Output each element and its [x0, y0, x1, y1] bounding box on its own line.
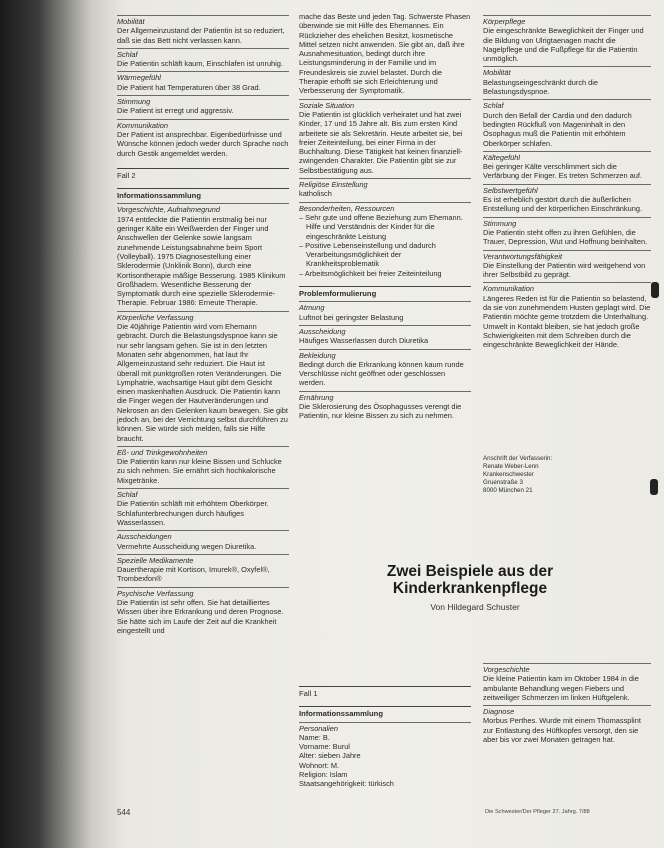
personal-detail: Staatsangehörigkeit: türkisch	[299, 779, 394, 789]
paragraph: Belastungseingeschränkt durch die Belastungsdyspnoe.	[483, 77, 599, 97]
paragraph: Der Allgemeinzustand der Patientin ist so reduziert, daß sie das Bett nicht verlassen kann.	[117, 26, 285, 45]
paragraph: Die Patientin schläft kaum, Einschlafen ist unruhig.	[117, 59, 283, 69]
article-headline: Zwei Beispiele aus der Kinderkrankenpflege	[386, 563, 554, 597]
subheading: Körperliche Verfassung	[117, 311, 289, 322]
paragraph: Bei geringer Kälte verschlimmert sich die Verfärbung der Finger. Es treten Schmerzen auf.	[483, 162, 642, 181]
subheading: Kommunikation	[117, 119, 289, 130]
address-line: Renate Weber-Lenn	[483, 463, 539, 470]
personal-detail: Religion: Islam	[299, 770, 348, 780]
paragraph: Die kleine Patientin kam im Oktober 1984 in die ambulante Behandlung wegen Fiebers und zeitweiliger Schmerzen im linken Hüftgelenk.	[483, 674, 639, 702]
subheading: Mobilität	[483, 66, 651, 77]
subheading: Psychische Verfassung	[117, 587, 289, 598]
paragraph: Die Patient ist erregt und aggressiv.	[117, 106, 234, 116]
binder-clip	[651, 282, 659, 298]
list-item: – Arbeitsmöglichkeit bei freier Zeiteinteilung	[299, 268, 442, 278]
list-item: – Positive Lebenseinstellung und dadurch Verarbeitungsmöglichkeit der Krankheitsproblematik	[299, 240, 436, 269]
right-column-bottom	[483, 660, 651, 747]
subheading: Mobilität	[117, 15, 289, 26]
subheading: Körperpflege	[483, 15, 651, 26]
subheading: Kommunikation	[483, 282, 651, 293]
personal-detail: Alter: sieben Jahre	[299, 751, 361, 761]
paragraph: Die Patientin kann nur kleine Bissen und Schlucke zu sich nehmen. Sie ernährt sich hochkalorische Mixgetränke.	[117, 457, 282, 485]
subheading: Verantwortungsfähigkeit	[483, 250, 651, 261]
paragraph: Die Patientin ist glücklich verheiratet und hat zwei Kinder, 17 und 15 Jahre alt. Bis zum ersten Kind arbeitete sie als Sekretärin. Heute arbeitet sie, bei freier Zeiteinteilung, bei einer Firma in der Buchhaltung. Diese Tätigkeit hat keinen finanziell-zwingenden Charakter. Die Patientin gibt sie zur Selbstbestätigung aus.	[299, 109, 463, 175]
case-label: Fall 2	[117, 168, 289, 180]
section-heading: Problemformulierung	[299, 286, 471, 298]
subheading: Schlaf	[117, 488, 289, 499]
paragraph: Vermehrte Ausscheidung wegen Diuretika.	[117, 541, 257, 551]
paragraph: Der Patient ist ansprechbar. Eigenbedürfnisse und Wünsche können jedoch weder durch Sprache noch durch Gestik angemeldet werden.	[117, 129, 289, 158]
paragraph: mache das Beste und jeden Tag. Schwerste Phasen überwinde sie mit Hilfe des Ehemannes. Ein Rückzieher des ehelichen Besitzt, kosmetische Mittel setzen nicht anwenden. Sie gibt an, daß ihre Ausnahmesituation, bedingt durch ihre Leistungsminderung in der Familie und im Freundeskreis sie zuviel belastet. Durch die Therapie erhofft sie sich Erleichterung und Verbesserung der Symptomatik.	[299, 12, 471, 96]
address-line: Gruenstraße 3	[483, 479, 523, 486]
subheading: Vorgeschichte	[483, 663, 651, 674]
address-line: 8000 München 21	[483, 487, 533, 494]
subheading: Kältegefühl	[483, 151, 651, 162]
paragraph: katholisch	[299, 189, 332, 199]
journal-footer: Die Schwester/Der Pfleger 27. Jahrg. 7/88	[485, 809, 590, 815]
paragraph: Die Patientin steht offen zu ihren Gefühlen, die Trauer, Depression, Wut und Hoffnung beinhalten.	[483, 227, 648, 247]
author-address	[483, 455, 603, 495]
case-label: Fall 1	[299, 686, 471, 698]
right-column	[483, 12, 651, 353]
paragraph: Längeres Reden ist für die Patientin so belastend, da sie von zunehmendem Husten geplagt wird. Die Patientin möchte gerne trotzdem die Unterhaltung. Umwelt in Kontakt bleiben, sie hat jedoch große Schwierigkeiten mit dem Schreiben durch die eingeschränkte Beweglichkeit der Hände.	[483, 293, 651, 350]
subheading: Spezielle Medikamente	[117, 554, 289, 565]
paragraph: Durch den Befall der Cardia und den dadurch bedingten Rückfluß von Mageninhalt in den Ösophagus muß die Patientin mit erhöhtem Oberkörper schlafen.	[483, 110, 632, 148]
subheading: Diagnose	[483, 705, 651, 716]
subheading: Wärmegefühl	[117, 71, 289, 82]
paragraph: Die Patientin ist sehr offen. Sie hat detailliertes Wissen über ihre Erkrankung und deren Prognose. Sie hätte sich im Laufe der Zeit auf die Krankheit eingestellt und	[117, 598, 284, 635]
binder-clip	[650, 479, 658, 495]
paragraph: 1974 entdeckte die Patientin erstmalig bei nur geringer Kälte ein Weißwerden der Finger und Anschwellen der Gelenke sowie langsam zunehmende Leistungsabnahme beim Sport (Volleyball). 1975 Diagnosestellung einer Sklerodermie (Unklinik Bonn), durch eine Kortisontherapie mäßige Besserung. 1985 Klinikum Großhadern. Wesentliche Besserung der Symptomatik durch eine spezielle Sklerodermie-Therapie. Februar 1986: Erneute Therapie.	[117, 214, 286, 308]
subheading: Vorgeschichte, Aufnahmegrund	[117, 203, 289, 214]
section-heading: Informationssammlung	[117, 188, 289, 200]
article-author: Von Hildegard Schuster	[430, 602, 520, 612]
subheading: Schlaf	[117, 48, 289, 59]
subheading: Schlaf	[483, 99, 651, 110]
paragraph: Die 40jährige Patientin wird vom Ehemann gebracht. Durch die Belastungsdyspnoe kann sie nur sehr langsam gehen. Sie ist in den letzten Monaten sehr abgenommen, hat laut Ihr Allgemeinzustand sehr reduziert. Die Haut ist überall mit punktgroßen roten Veränderungen. Die Lymphatrie, wachsartige Haut gibt dem Gesicht einen maskenhaften Ausdruck. Die Patientin kann die Finger wegen der Hautveränderungen und Nekrosen an den Gelenken kaum bewegen. Sie gibt jedoch an, bei der Verrichtung selbst durchführen zu können. Sie würde sich melden, falls sie Hilfe braucht.	[117, 322, 288, 443]
middle-column	[299, 12, 471, 424]
subheading: Besonderheiten, Ressourcen	[299, 202, 471, 213]
middle-column-fall1	[299, 676, 471, 789]
paragraph: Die Einstellung der Patientin wird weitgehend von ihrer Selbstbild zu geprägt.	[483, 260, 646, 280]
paragraph: Die Patientin schläft mit erhöhtem Oberkörper. Schlafunterbrechungen durch häufiges Wasserlassen.	[117, 499, 269, 527]
subheading: Ausscheidung	[299, 325, 471, 336]
address-heading: Anschrift der Verfasserin:	[483, 455, 553, 462]
address-line: Krankenschwester	[483, 471, 534, 478]
subheading: Atmung	[299, 301, 471, 312]
paragraph: Dauertherapie mit Kortison, Imurek®, Oxyfel®, Trombexfon®	[117, 565, 270, 584]
list-item: – Sehr gute und offene Beziehung zum Ehemann. Hilfe und Verständnis der Kinder für die eingeschränkte Leistung	[299, 212, 463, 241]
personal-detail: Wohnort: M.	[299, 760, 340, 770]
subheading: Ausscheidungen	[117, 530, 289, 541]
paragraph: Es ist erheblich gestört durch die äußerlichen Entstellung und der körperlichen Einschränkung.	[483, 195, 642, 214]
paragraph: Luftnot bei geringster Belastung	[299, 312, 404, 322]
paragraph: Die eingeschränkte Beweglichkeit der Finger und die Bildung von Ulrigtaenagen macht die Nagelpflege und die Fußpflege für die Patientin unmöglich.	[483, 26, 644, 64]
page-number: 544	[117, 808, 131, 817]
section-heading: Informationssammlung	[299, 706, 471, 718]
subheading: Religiöse Einstellung	[299, 178, 471, 189]
subheading: Ernährung	[299, 391, 471, 402]
paragraph: Die Sklerosierung des Ösophagusses verengt die Patientin, nur kleine Bissen zu sich zu nehmen.	[299, 401, 462, 421]
subheading: Soziale Situation	[299, 99, 471, 110]
subheading: Stimmung	[483, 217, 651, 228]
left-column	[117, 12, 289, 638]
book-binding-shadow	[0, 0, 96, 848]
subheading: Bekleidung	[299, 349, 471, 360]
paragraph: Bedingt durch die Erkrankung können kaum runde Verschlüsse nicht geöffnet oder geschlossen werden.	[299, 359, 464, 388]
subheading: Eß- und Trinkgewohnheiten	[117, 446, 289, 457]
paragraph: Die Patient hat Temperaturen über 38 Grad.	[117, 82, 261, 92]
subheading: Personalien	[299, 722, 471, 733]
paragraph: Morbus Perthes. Wurde mit einem Thomassplint zur Entlastung des Hüftkopfes versorgt, den sie aber bis vor zwei Monaten getragen hat.	[483, 716, 641, 745]
paragraph: Häufiges Wasserlassen durch Diuretika	[299, 336, 429, 346]
subheading: Selbstwertgefühl	[483, 184, 651, 195]
subheading: Stimmung	[117, 95, 289, 106]
personal-detail: Name: B.	[299, 732, 330, 742]
personal-detail: Vorname: Burul	[299, 742, 350, 752]
